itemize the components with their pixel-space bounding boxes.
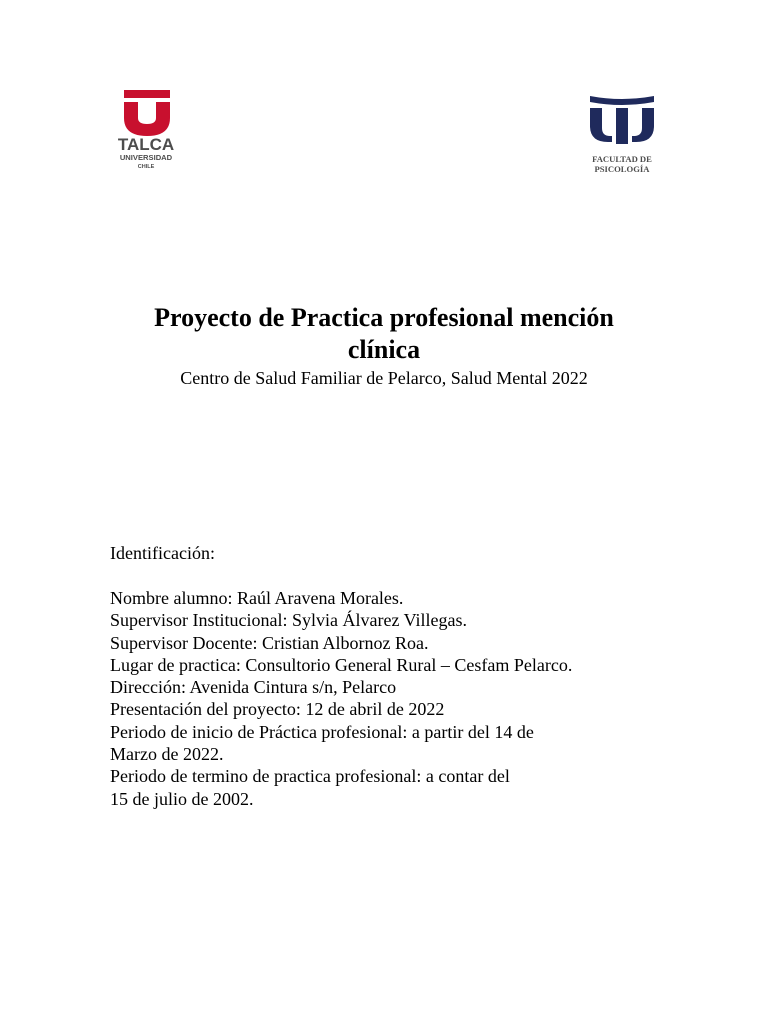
document-title [0, 302, 768, 366]
end-period-line: Periodo de termino de practica profesional: a contar del [110, 766, 510, 787]
psicologia-emblem [590, 96, 654, 144]
title-line-1: Proyecto de Practica profesional mención [154, 303, 614, 332]
practice-place-line: Lugar de practica: Consultorio General Rural – Cesfam Pelarco. [110, 654, 573, 675]
psicologia-name-text: PSICOLOGÍA [594, 164, 650, 174]
talca-chile-text: CHILE [137, 164, 155, 170]
document-subtitle: Centro de Salud Familiar de Pelarco, Salud Mental 2022 [180, 368, 588, 388]
teaching-supervisor-line: Supervisor Docente: Cristian Albornoz Roa. [110, 632, 429, 653]
title-line-2: clínica [347, 335, 421, 364]
address-line: Dirección: Avenida Cintura s/n, Pelarco [110, 677, 397, 698]
facultad-de-psicologia-logo [584, 92, 660, 176]
student-name-line: Nombre alumno: Raúl Aravena Morales. [110, 588, 404, 608]
identification-details [110, 587, 650, 810]
psicologia-facultad-text: FACULTAD DE [592, 154, 652, 164]
start-period-line-cont: Marzo de 2022. [110, 744, 224, 765]
talca-universidad-text: UNIVERSIDAD [119, 153, 173, 162]
start-period-line: Periodo de inicio de Práctica profesional: a partir del 14 de [110, 721, 534, 742]
identification-heading: Identificación: [110, 543, 215, 563]
presentation-date-line: Presentación del proyecto: 12 de abril de 2022 [110, 699, 445, 720]
universidad-de-talca-logo [108, 88, 184, 174]
institutional-supervisor-line: Supervisor Institucional: Sylvia Álvarez Villegas. [110, 610, 468, 631]
talca-emblem [124, 90, 170, 136]
end-period-line-cont: 15 de julio de 2002. [110, 788, 254, 809]
talca-wordmark: TALCA [117, 135, 175, 154]
